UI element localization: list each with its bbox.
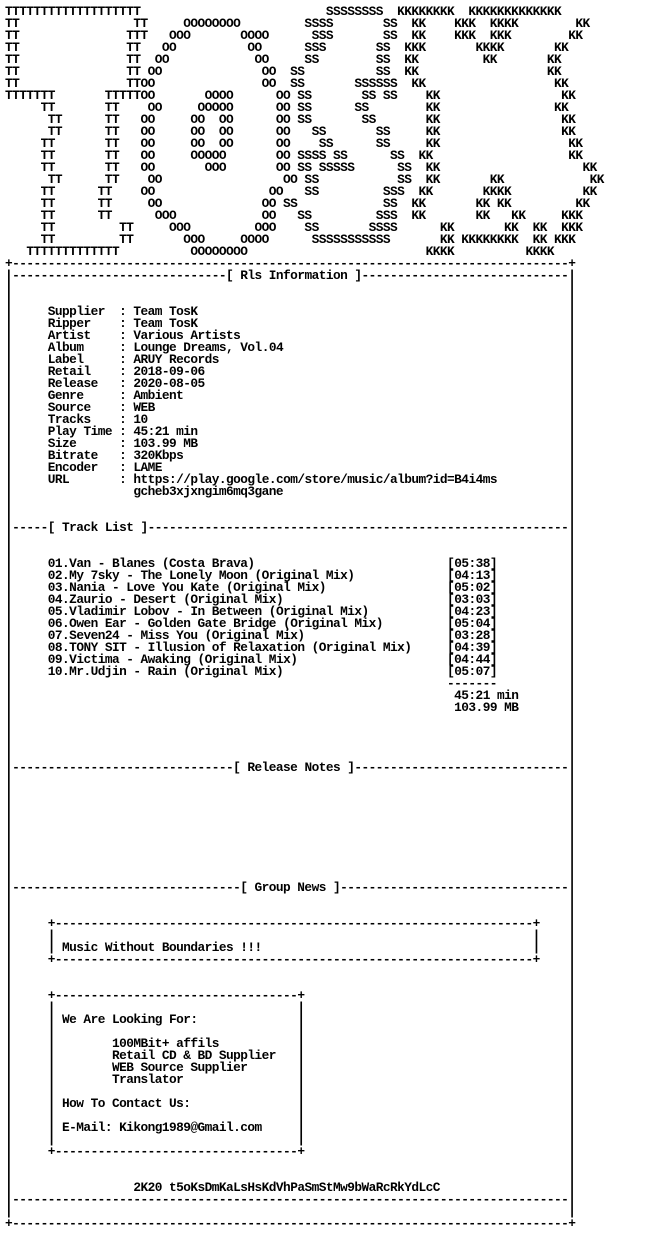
section-title-rls-information: Rls Information (240, 268, 348, 283)
info-value: 2018-09-06 (133, 364, 205, 379)
group-slogan: Music Without Boundaries !!! (62, 940, 262, 955)
info-key: Retail (47, 364, 91, 379)
info-value: Team TosK (133, 316, 198, 331)
info-value: LAME (133, 460, 162, 475)
track-duration: [04:44] (447, 652, 497, 667)
info-value: Lounge Dreams, Vol.04 (133, 340, 284, 355)
contact-heading: How To Contact Us: (62, 1096, 191, 1111)
logo-art-line: TT TT OOOOOOOO SSSS SS KK KKK KKKK KK (5, 16, 590, 31)
track-title: 07.Seven24 - Miss You (Original Mix) (47, 628, 305, 643)
info-key: URL (47, 472, 70, 487)
info-key: Encoder (47, 460, 98, 475)
logo-art-line: TT TT OO OO SS SS KK KK KK (5, 172, 604, 187)
track-title: 02.My 7sky - The Lonely Moon (Original Mix) (47, 568, 355, 583)
info-value: Team TosK (133, 304, 198, 319)
info-value: Ambient (133, 388, 184, 403)
track-duration: [05:02] (447, 580, 497, 595)
info-key: Tracks (47, 412, 91, 427)
logo-art-line: TT TTOO OO SS SSSSSS KK KK (5, 76, 569, 91)
section-title-group-news: Group News (254, 880, 326, 895)
track-title: 03.Nania - Love You Kate (Original Mix) (47, 580, 326, 595)
track-title: 10.Mr.Udjin - Rain (Original Mix) (47, 664, 284, 679)
total-play-time: 45:21 min (454, 688, 519, 703)
footer-signature: 2K20 t5oKsDmKaLsHsKdVhPaSmStMw9bWaRcRkYdLcC (133, 1180, 440, 1195)
info-key: Supplier (47, 304, 105, 319)
section-title-release-notes: Release Notes (247, 760, 341, 775)
track-duration: [05:38] (447, 556, 497, 571)
logo-art-line: TT TT OO OO SS SS KK KK KK (5, 52, 562, 67)
track-duration: [05:04] (447, 616, 497, 631)
looking-for-item: Retail CD & BD Supplier (111, 1048, 276, 1063)
track-duration: [05:07] (447, 664, 497, 679)
total-size: 103.99 MB (454, 700, 519, 715)
logo-art-line: TTTTTTT TTTTTOO OOOO OO SS SS SS KK KK (5, 88, 576, 103)
info-key: Play Time (47, 424, 112, 439)
track-title: 01.Van - Blanes (Costa Brava) (47, 556, 255, 571)
logo-art-line: TTTTTTTTTTTTT OOOOOOOO KKKK KKKK (5, 244, 554, 259)
logo-art-line: TT TT OO OO OO OO SS SS KK KK (5, 112, 576, 127)
logo-art-line: TT TT OOO OO SS SSS KK KK KK KKK (5, 208, 583, 223)
track-title: 08.TONY SIT - Illusion of Relaxation (Original Mix) (47, 640, 412, 655)
looking-for-item: WEB Source Supplier (111, 1060, 248, 1075)
track-title: 04.Zaurio - Desert (Original Mix) (47, 592, 284, 607)
info-key: Album (47, 340, 84, 355)
logo-art-line: TTTTTTTTTTTTTTTTTTT SSSSSSSS KKKKKKKK KKKKKKKKKKKKK (5, 4, 562, 19)
logo-art-line: TT TT OOO OOOO SSSSSSSSSSS KK KKKKKKKK KK KKK (5, 232, 576, 247)
info-value: WEB (133, 400, 155, 415)
release-url-link[interactable]: https://play.google.com/store/music/album?id=B4i4ms (133, 472, 497, 487)
release-url-link-continued[interactable]: gcheb3xjxngim6mq3gane (133, 484, 284, 499)
contact-email-link[interactable]: Kikong1989@Gmail.com (119, 1120, 262, 1135)
track-duration: [04:23] (447, 604, 497, 619)
info-key: Source (47, 400, 91, 415)
info-key: Artist (47, 328, 91, 343)
logo-art-line: TT TT OO OO SS SS KK KK (5, 64, 562, 79)
info-key: Genre (47, 388, 84, 403)
track-duration: [04:39] (447, 640, 497, 655)
logo-art-line: TT TT OO OO SSS SS KKK KKKK KK (5, 40, 569, 55)
looking-for-item: 100MBit+ affils (111, 1036, 219, 1051)
logo-art-line: TT TT OO OO SS SS KK KK KK KK (5, 196, 590, 211)
nfo-text: TTTTTTTTTTTTTTTTTTT SSSSSSSS KKKKKKKK KKKKKKKKKKKKK TT TT OOOOOOOO SSSS SS KK KKK KKKK KK TT TTT OOO OOOO SSS SS KK KKK KKK KK TT TT OO OO SSS SS KKK KKKK KK TT TT OO OO SS SS KK KK KK TT TT OO OO SS SS KK KK TT TTOO OO SS SSSSSS KK KK TTTTTTT TTTTTOO OOOO OO SS SS SS KK KK TT TT OO OOOOO OO SS SS KK KK TT TT OO OO OO OO SS SS KK KK TT TT OO OO OO OO SS SS KK KK TT TT OO OO OO OO SS SS KK KK TT TT OO OOOOO OO SSSS SS SS KK KK TT TT OO OOO OO SS SSSSS SS KK KK TT TT OO OO SS SS KK KK KK TT TT OO OO SS SSS KK KKKK KK TT TT OO OO SS SS KK KK KK KK TT TT OOO OO SS SSS KK KK KK KKK TT TT OOO OOO SS SSSS KK KK KK KKK TT TT OOO OOOO SSSSSSSSSSS KK KKKKKKKK KK KKK TTTTTTTTTTTTT OOOOOOOO KKKK KKKK +------------------------------------------------------------------------------+ |------------------------------[ Rls Information ]-----------------------------| | | | | | Supplier : Team TosK | | Ripper : Team TosK | | Artist : Various Artists | | Album : Lounge Dreams, Vol.04 | | Label : ARUY Records | | Retail : 2018-09-06 | | Release : 2020-08-05 | | Genre : Ambient | | Source : WEB | | Tracks : 10 | | Play Time : 45:21 min | | Size : 103.99 MB | | Bitrate : 320Kbps | | Encoder : LAME | | URL : https://play.google.com/store/music/album?id=B4i4ms | | gcheb3xjxngim6mq3gane | | | | | |-----[ Track List ]-----------------------------------------------------------| | | | | | 01.Van - Blanes (Costa Brava) [05:38] | | 02.My 7sky - The Lonely Moon (Original Mix) [04:13] | | 03.Nania - Love You Kate (Original Mix) [05:02] | | 04.Zaurio - Desert (Original Mix) [03:03] | | 05.Vladimir Lobov - In Between (Original Mix) [04:23] | | 06.Owen Ear - Golden Gate Bridge (Original Mix) [05:04] | | 07.Seven24 - Miss You (Original Mix) [03:28] | | 08.TONY SIT - Illusion of Relaxation (Original Mix) [04:39] | | 09.Victima - Awaking (Original Mix) [04:44] | | 10.Mr.Udjin - Rain (Original Mix) [05:07] | | ------- | | 45:21 min | | 103.99 MB | | | | | | | | | |-------------------------------[ Release Notes ]------------------------------| | | | | | | | | | | | | | | | | | | |--------------------------------[ Group News ]--------------------------------| | | | | | +-------------------------------------------------------------------+ | | | | | | | Music Without Boundaries !!! | | | +-------------------------------------------------------------------+ | | | | | | +----------------------------------+ | | | | | | | We Are Looking For: | | | | | | | | 100MBit+ affils | | | | Retail CD & BD Supplier | | | | WEB Source Supplier | | | | Translator | | | | | | | | How To Contact Us: | | | | | | | | E-Mail: Kikong1989@Gmail.com | | | | | | | +----------------------------------+ | | | | | | 2K20 t5oKsDmKaLsHsKdVhPaSmStMw9bWaRcRkYdLcC | |------------------------------------------------------------------------------| | | +------------------------------------------------------------------------------+ (5, 4, 604, 1230)
section-title-track-list: Track List (62, 520, 134, 535)
info-value: ARUY Records (133, 352, 219, 367)
logo-art-line: TT TT OO OOOOO OO SS SS KK KK (5, 100, 569, 115)
info-key: Release (47, 376, 98, 391)
track-duration: [04:13] (447, 568, 497, 583)
info-key: Label (47, 352, 84, 367)
logo-art-line: TT TT OO OOO OO SS SSSSS SS KK KK (5, 160, 597, 175)
logo-art-line: TT TT OO OOOOO OO SSSS SS SS KK KK (5, 148, 583, 163)
track-title: 05.Vladimir Lobov - In Between (Original Mix) (47, 604, 369, 619)
info-value: 10 (133, 412, 148, 427)
track-duration: [03:03] (447, 592, 497, 607)
info-value: Various Artists (133, 328, 241, 343)
track-title: 09.Victima - Awaking (Original Mix) (47, 652, 298, 667)
logo-art-line: TT TT OOO OOO SS SSSS KK KK KK KKK (5, 220, 583, 235)
logo-art-line: TT TTT OOO OOOO SSS SS KK KKK KKK KK (5, 28, 583, 43)
looking-for-heading: We Are Looking For: (62, 1012, 198, 1027)
logo-art-line: TT TT OO OO OO OO SS SS KK KK (5, 124, 576, 139)
looking-for-item: Translator (111, 1072, 184, 1087)
info-key: Bitrate (47, 448, 98, 463)
logo-art-line: TT TT OO OO OO OO SS SS KK KK (5, 136, 583, 151)
email-label: E-Mail: (62, 1120, 112, 1135)
info-key: Ripper (47, 316, 91, 331)
logo-art-line: TT TT OO OO SS SSS KK KKKK KK (5, 184, 597, 199)
track-title: 06.Owen Ear - Golden Gate Bridge (Original Mix) (47, 616, 383, 631)
info-value: 2020-08-05 (133, 376, 205, 391)
info-value: 103.99 MB (133, 436, 198, 451)
info-key: Size (47, 436, 77, 451)
track-duration: [03:28] (447, 628, 497, 643)
info-value: 320Kbps (133, 448, 184, 463)
info-value: 45:21 min (133, 424, 198, 439)
